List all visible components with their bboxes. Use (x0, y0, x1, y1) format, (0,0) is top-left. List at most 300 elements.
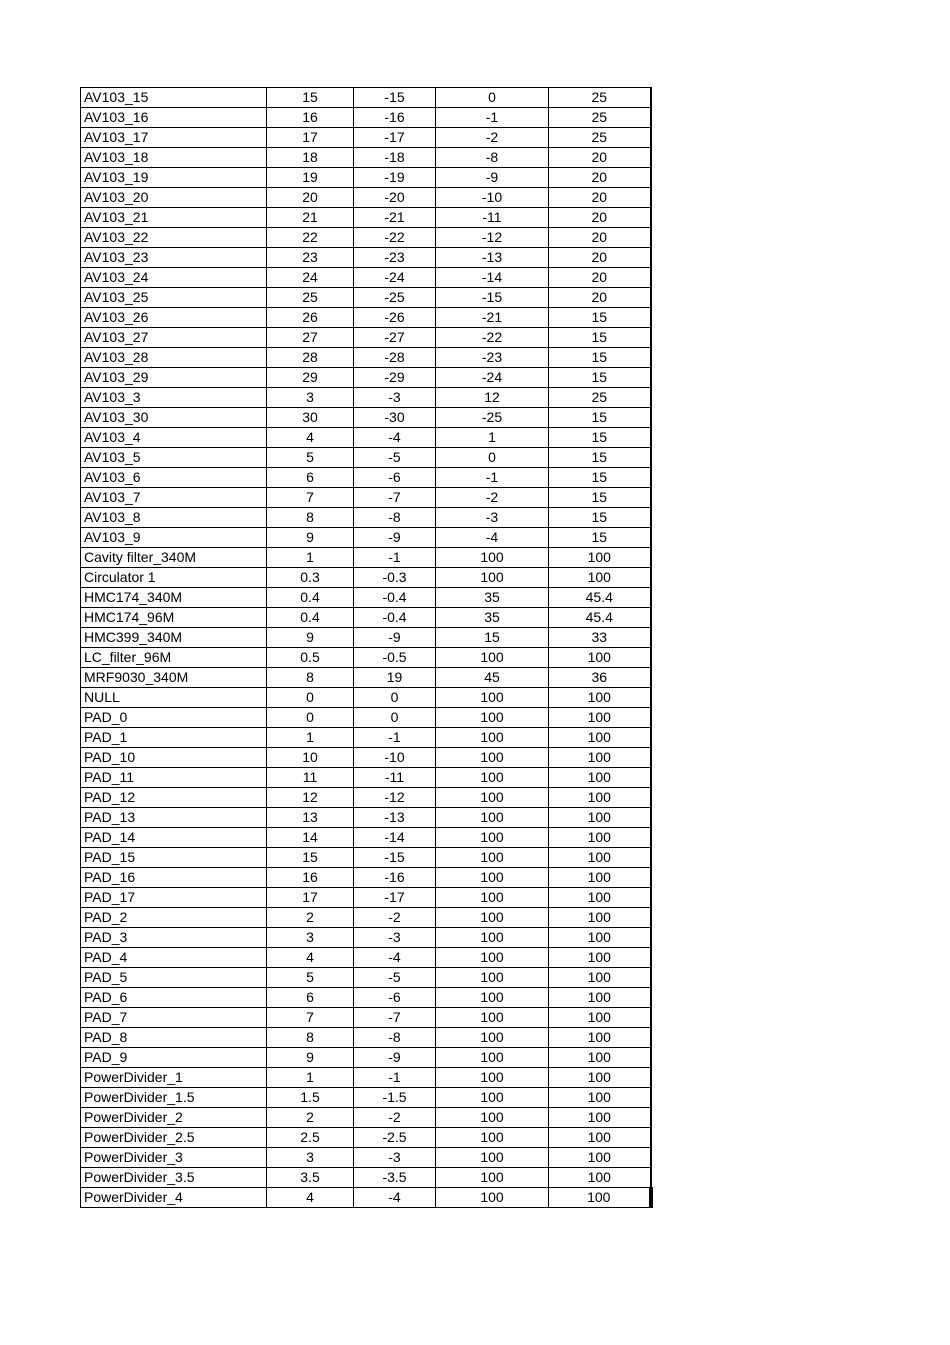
component-name-cell: AV103_17 (81, 128, 267, 148)
value-cell-2: -3.5 (354, 1168, 436, 1188)
value-cell-4: 100 (549, 568, 651, 588)
value-cell-2: -0.5 (354, 648, 436, 668)
component-name-cell: AV103_16 (81, 108, 267, 128)
value-cell-3: 100 (436, 548, 549, 568)
component-name-cell: AV103_27 (81, 328, 267, 348)
value-cell-2: 0 (354, 708, 436, 728)
value-cell-4: 100 (549, 1188, 651, 1208)
value-cell-1: 0.4 (267, 608, 354, 628)
component-name-cell: PAD_14 (81, 828, 267, 848)
value-cell-4: 20 (549, 248, 651, 268)
component-name-cell: PowerDivider_4 (81, 1188, 267, 1208)
table-row (81, 788, 651, 808)
value-cell-1: 7 (267, 1008, 354, 1028)
component-name-cell: PAD_12 (81, 788, 267, 808)
value-cell-1: 3 (267, 1148, 354, 1168)
value-cell-2: 19 (354, 668, 436, 688)
value-cell-4: 100 (549, 1168, 651, 1188)
value-cell-2: -29 (354, 368, 436, 388)
value-cell-4: 100 (549, 928, 651, 948)
table-row (81, 988, 651, 1008)
component-name-cell: PowerDivider_1.5 (81, 1088, 267, 1108)
component-name-cell: PAD_10 (81, 748, 267, 768)
value-cell-4: 15 (549, 328, 651, 348)
value-cell-3: 100 (436, 1008, 549, 1028)
value-cell-1: 15 (267, 88, 354, 108)
value-cell-2: -26 (354, 308, 436, 328)
value-cell-4: 100 (549, 1128, 651, 1148)
value-cell-3: -12 (436, 228, 549, 248)
value-cell-1: 4 (267, 1188, 354, 1208)
value-cell-2: -0.4 (354, 608, 436, 628)
value-cell-1: 1.5 (267, 1088, 354, 1108)
table-row (81, 128, 651, 148)
table-row (81, 928, 651, 948)
value-cell-3: -23 (436, 348, 549, 368)
value-cell-3: -1 (436, 468, 549, 488)
table-row (81, 1148, 651, 1168)
table-row (81, 188, 651, 208)
value-cell-4: 100 (549, 948, 651, 968)
component-name-cell: AV103_25 (81, 288, 267, 308)
value-cell-3: -4 (436, 528, 549, 548)
value-cell-3: -21 (436, 308, 549, 328)
value-cell-2: -3 (354, 1148, 436, 1168)
value-cell-2: -24 (354, 268, 436, 288)
value-cell-2: -6 (354, 468, 436, 488)
value-cell-1: 29 (267, 368, 354, 388)
value-cell-1: 0.5 (267, 648, 354, 668)
value-cell-2: -3 (354, 928, 436, 948)
table-row (81, 528, 651, 548)
value-cell-1: 5 (267, 968, 354, 988)
table-row (81, 708, 651, 728)
component-name-cell: PowerDivider_1 (81, 1068, 267, 1088)
value-cell-1: 22 (267, 228, 354, 248)
value-cell-2: -1 (354, 728, 436, 748)
table-row (81, 628, 651, 648)
value-cell-1: 9 (267, 528, 354, 548)
value-cell-3: -25 (436, 408, 549, 428)
table-row (81, 428, 651, 448)
value-cell-2: -19 (354, 168, 436, 188)
value-cell-3: 100 (436, 768, 549, 788)
value-cell-4: 25 (549, 88, 651, 108)
table-row (81, 748, 651, 768)
value-cell-4: 15 (549, 528, 651, 548)
value-cell-3: 1 (436, 428, 549, 448)
component-name-cell: AV103_19 (81, 168, 267, 188)
component-name-cell: MRF9030_340M (81, 668, 267, 688)
value-cell-1: 28 (267, 348, 354, 368)
component-name-cell: PAD_4 (81, 948, 267, 968)
component-name-cell: HMC399_340M (81, 628, 267, 648)
value-cell-1: 25 (267, 288, 354, 308)
value-cell-4: 15 (549, 488, 651, 508)
value-cell-2: -30 (354, 408, 436, 428)
component-name-cell: PAD_16 (81, 868, 267, 888)
value-cell-2: -12 (354, 788, 436, 808)
value-cell-4: 15 (549, 508, 651, 528)
value-cell-2: -7 (354, 488, 436, 508)
value-cell-3: 100 (436, 1108, 549, 1128)
value-cell-3: 35 (436, 608, 549, 628)
value-cell-1: 6 (267, 468, 354, 488)
value-cell-1: 19 (267, 168, 354, 188)
value-cell-3: -11 (436, 208, 549, 228)
component-name-cell: PowerDivider_2 (81, 1108, 267, 1128)
value-cell-3: 100 (436, 968, 549, 988)
table-row (81, 908, 651, 928)
value-cell-1: 8 (267, 1028, 354, 1048)
value-cell-2: -9 (354, 528, 436, 548)
value-cell-1: 16 (267, 108, 354, 128)
value-cell-2: -13 (354, 808, 436, 828)
value-cell-4: 25 (549, 128, 651, 148)
value-cell-4: 45.4 (549, 588, 651, 608)
value-cell-1: 14 (267, 828, 354, 848)
component-name-cell: AV103_21 (81, 208, 267, 228)
value-cell-1: 8 (267, 668, 354, 688)
value-cell-3: 45 (436, 668, 549, 688)
value-cell-3: 0 (436, 88, 549, 108)
value-cell-4: 36 (549, 668, 651, 688)
component-name-cell: PAD_8 (81, 1028, 267, 1048)
value-cell-1: 1 (267, 1068, 354, 1088)
component-name-cell: Cavity filter_340M (81, 548, 267, 568)
table-row (81, 148, 651, 168)
component-name-cell: PowerDivider_3 (81, 1148, 267, 1168)
value-cell-3: 100 (436, 728, 549, 748)
value-cell-2: -28 (354, 348, 436, 368)
value-cell-2: -4 (354, 1188, 436, 1208)
table-row (81, 588, 651, 608)
value-cell-1: 5 (267, 448, 354, 468)
table-row (81, 488, 651, 508)
table-row (81, 1048, 651, 1068)
value-cell-4: 33 (549, 628, 651, 648)
value-cell-2: -0.4 (354, 588, 436, 608)
value-cell-3: 100 (436, 868, 549, 888)
component-name-cell: LC_filter_96M (81, 648, 267, 668)
component-name-cell: Circulator 1 (81, 568, 267, 588)
value-cell-4: 100 (549, 868, 651, 888)
table-row (81, 88, 651, 108)
value-cell-4: 15 (549, 308, 651, 328)
value-cell-2: -20 (354, 188, 436, 208)
table-row (81, 108, 651, 128)
value-cell-3: 100 (436, 1188, 549, 1208)
table-row (81, 288, 651, 308)
value-cell-4: 100 (549, 748, 651, 768)
value-cell-4: 100 (549, 648, 651, 668)
value-cell-2: -11 (354, 768, 436, 788)
value-cell-3: 100 (436, 1128, 549, 1148)
table-row (81, 768, 651, 788)
component-name-cell: PAD_6 (81, 988, 267, 1008)
component-name-cell: PAD_0 (81, 708, 267, 728)
value-cell-4: 100 (549, 1148, 651, 1168)
value-cell-4: 100 (549, 548, 651, 568)
value-cell-3: -13 (436, 248, 549, 268)
value-cell-1: 6 (267, 988, 354, 1008)
value-cell-1: 0 (267, 708, 354, 728)
table-row (81, 1168, 651, 1188)
table-row (81, 1028, 651, 1048)
value-cell-2: -3 (354, 388, 436, 408)
value-cell-4: 20 (549, 288, 651, 308)
value-cell-4: 100 (549, 808, 651, 828)
value-cell-1: 27 (267, 328, 354, 348)
table-row (81, 1108, 651, 1128)
value-cell-4: 25 (549, 108, 651, 128)
value-cell-2: -1 (354, 1068, 436, 1088)
component-name-cell: PAD_5 (81, 968, 267, 988)
value-cell-3: -10 (436, 188, 549, 208)
component-name-cell: PAD_3 (81, 928, 267, 948)
value-cell-3: 100 (436, 828, 549, 848)
value-cell-1: 21 (267, 208, 354, 228)
component-name-cell: AV103_4 (81, 428, 267, 448)
table-row (81, 408, 651, 428)
table-row (81, 1088, 651, 1108)
value-cell-4: 100 (549, 988, 651, 1008)
value-cell-1: 11 (267, 768, 354, 788)
component-name-cell: PAD_2 (81, 908, 267, 928)
value-cell-3: 100 (436, 1048, 549, 1068)
table-row (81, 308, 651, 328)
value-cell-3: 100 (436, 748, 549, 768)
table-row (81, 208, 651, 228)
value-cell-4: 100 (549, 788, 651, 808)
value-cell-4: 100 (549, 828, 651, 848)
table-row (81, 1008, 651, 1028)
value-cell-3: 100 (436, 888, 549, 908)
value-cell-2: 0 (354, 688, 436, 708)
component-name-cell: PowerDivider_2.5 (81, 1128, 267, 1148)
component-name-cell: NULL (81, 688, 267, 708)
table-row (81, 648, 651, 668)
component-name-cell: AV103_18 (81, 148, 267, 168)
value-cell-3: 100 (436, 688, 549, 708)
value-cell-3: 0 (436, 448, 549, 468)
value-cell-1: 17 (267, 888, 354, 908)
value-cell-4: 15 (549, 408, 651, 428)
component-table (80, 87, 653, 1208)
value-cell-4: 15 (549, 428, 651, 448)
value-cell-3: 100 (436, 988, 549, 1008)
value-cell-2: -16 (354, 868, 436, 888)
table-row (81, 888, 651, 908)
component-name-cell: AV103_28 (81, 348, 267, 368)
table-row (81, 668, 651, 688)
value-cell-1: 7 (267, 488, 354, 508)
table-row (81, 348, 651, 368)
value-cell-2: -0.3 (354, 568, 436, 588)
value-cell-1: 0.3 (267, 568, 354, 588)
value-cell-2: -2 (354, 908, 436, 928)
value-cell-4: 20 (549, 188, 651, 208)
value-cell-4: 25 (549, 388, 651, 408)
table-row (81, 608, 651, 628)
component-name-cell: AV103_22 (81, 228, 267, 248)
component-name-cell: AV103_26 (81, 308, 267, 328)
value-cell-4: 100 (549, 708, 651, 728)
value-cell-2: -16 (354, 108, 436, 128)
value-cell-3: 12 (436, 388, 549, 408)
value-cell-2: -23 (354, 248, 436, 268)
table-row (81, 808, 651, 828)
value-cell-2: -22 (354, 228, 436, 248)
value-cell-1: 15 (267, 848, 354, 868)
table-row (81, 388, 651, 408)
value-cell-1: 0.4 (267, 588, 354, 608)
value-cell-2: -4 (354, 428, 436, 448)
value-cell-4: 100 (549, 908, 651, 928)
table-body (81, 88, 651, 1208)
value-cell-4: 100 (549, 888, 651, 908)
value-cell-2: -27 (354, 328, 436, 348)
table-row (81, 268, 651, 288)
value-cell-1: 17 (267, 128, 354, 148)
value-cell-1: 9 (267, 628, 354, 648)
table-row (81, 1128, 651, 1148)
component-name-cell: AV103_3 (81, 388, 267, 408)
component-name-cell: AV103_5 (81, 448, 267, 468)
value-cell-1: 26 (267, 308, 354, 328)
value-cell-4: 15 (549, 468, 651, 488)
component-name-cell: AV103_20 (81, 188, 267, 208)
value-cell-2: -2 (354, 1108, 436, 1128)
value-cell-2: -6 (354, 988, 436, 1008)
value-cell-4: 100 (549, 1028, 651, 1048)
value-cell-3: 100 (436, 1088, 549, 1108)
value-cell-1: 18 (267, 148, 354, 168)
component-name-cell: PAD_17 (81, 888, 267, 908)
value-cell-4: 100 (549, 1008, 651, 1028)
component-name-cell: PowerDivider_3.5 (81, 1168, 267, 1188)
value-cell-2: -17 (354, 128, 436, 148)
table-row (81, 1068, 651, 1088)
value-cell-3: 100 (436, 808, 549, 828)
table-row (81, 1188, 651, 1208)
value-cell-1: 0 (267, 688, 354, 708)
value-cell-2: -9 (354, 1048, 436, 1068)
value-cell-1: 24 (267, 268, 354, 288)
value-cell-2: -25 (354, 288, 436, 308)
value-cell-4: 100 (549, 728, 651, 748)
component-name-cell: AV103_8 (81, 508, 267, 528)
table-row (81, 368, 651, 388)
value-cell-1: 2 (267, 1108, 354, 1128)
value-cell-4: 100 (549, 688, 651, 708)
value-cell-3: -2 (436, 488, 549, 508)
value-cell-3: 100 (436, 648, 549, 668)
component-name-cell: PAD_1 (81, 728, 267, 748)
value-cell-4: 100 (549, 768, 651, 788)
value-cell-1: 13 (267, 808, 354, 828)
table-row (81, 568, 651, 588)
value-cell-1: 3 (267, 388, 354, 408)
value-cell-3: 100 (436, 1068, 549, 1088)
component-name-cell: PAD_13 (81, 808, 267, 828)
value-cell-1: 10 (267, 748, 354, 768)
table-row (81, 248, 651, 268)
component-name-cell: AV103_15 (81, 88, 267, 108)
value-cell-3: -3 (436, 508, 549, 528)
value-cell-1: 8 (267, 508, 354, 528)
table-row (81, 728, 651, 748)
value-cell-2: -1.5 (354, 1088, 436, 1108)
value-cell-3: 100 (436, 848, 549, 868)
value-cell-1: 2 (267, 908, 354, 928)
value-cell-3: 100 (436, 1168, 549, 1188)
value-cell-4: 100 (549, 968, 651, 988)
value-cell-3: -8 (436, 148, 549, 168)
value-cell-4: 20 (549, 208, 651, 228)
value-cell-3: -14 (436, 268, 549, 288)
component-name-cell: HMC174_96M (81, 608, 267, 628)
value-cell-4: 100 (549, 1088, 651, 1108)
table-row (81, 848, 651, 868)
table-row (81, 448, 651, 468)
value-cell-1: 1 (267, 728, 354, 748)
value-cell-1: 4 (267, 428, 354, 448)
value-cell-3: 100 (436, 568, 549, 588)
value-cell-4: 20 (549, 268, 651, 288)
value-cell-4: 100 (549, 1108, 651, 1128)
value-cell-2: -5 (354, 448, 436, 468)
value-cell-1: 12 (267, 788, 354, 808)
table-row (81, 688, 651, 708)
value-cell-3: -22 (436, 328, 549, 348)
value-cell-3: 100 (436, 908, 549, 928)
value-cell-4: 20 (549, 228, 651, 248)
value-cell-4: 15 (549, 368, 651, 388)
value-cell-3: 100 (436, 1028, 549, 1048)
component-name-cell: PAD_11 (81, 768, 267, 788)
value-cell-3: 15 (436, 628, 549, 648)
table-row (81, 228, 651, 248)
component-name-cell: AV103_6 (81, 468, 267, 488)
value-cell-1: 3 (267, 928, 354, 948)
value-cell-1: 30 (267, 408, 354, 428)
component-name-cell: PAD_7 (81, 1008, 267, 1028)
component-name-cell: AV103_24 (81, 268, 267, 288)
table-row (81, 508, 651, 528)
value-cell-1: 23 (267, 248, 354, 268)
component-name-cell: PAD_9 (81, 1048, 267, 1068)
value-cell-2: -14 (354, 828, 436, 848)
value-cell-3: 100 (436, 948, 549, 968)
value-cell-2: -5 (354, 968, 436, 988)
value-cell-1: 20 (267, 188, 354, 208)
component-name-cell: AV103_9 (81, 528, 267, 548)
table-row (81, 168, 651, 188)
table-row (81, 948, 651, 968)
component-name-cell: PAD_15 (81, 848, 267, 868)
value-cell-3: 100 (436, 708, 549, 728)
value-cell-3: 100 (436, 928, 549, 948)
value-cell-2: -9 (354, 628, 436, 648)
value-cell-4: 100 (549, 848, 651, 868)
table-row (81, 968, 651, 988)
value-cell-3: 35 (436, 588, 549, 608)
table-row (81, 868, 651, 888)
value-cell-1: 16 (267, 868, 354, 888)
value-cell-2: -7 (354, 1008, 436, 1028)
value-cell-1: 9 (267, 1048, 354, 1068)
